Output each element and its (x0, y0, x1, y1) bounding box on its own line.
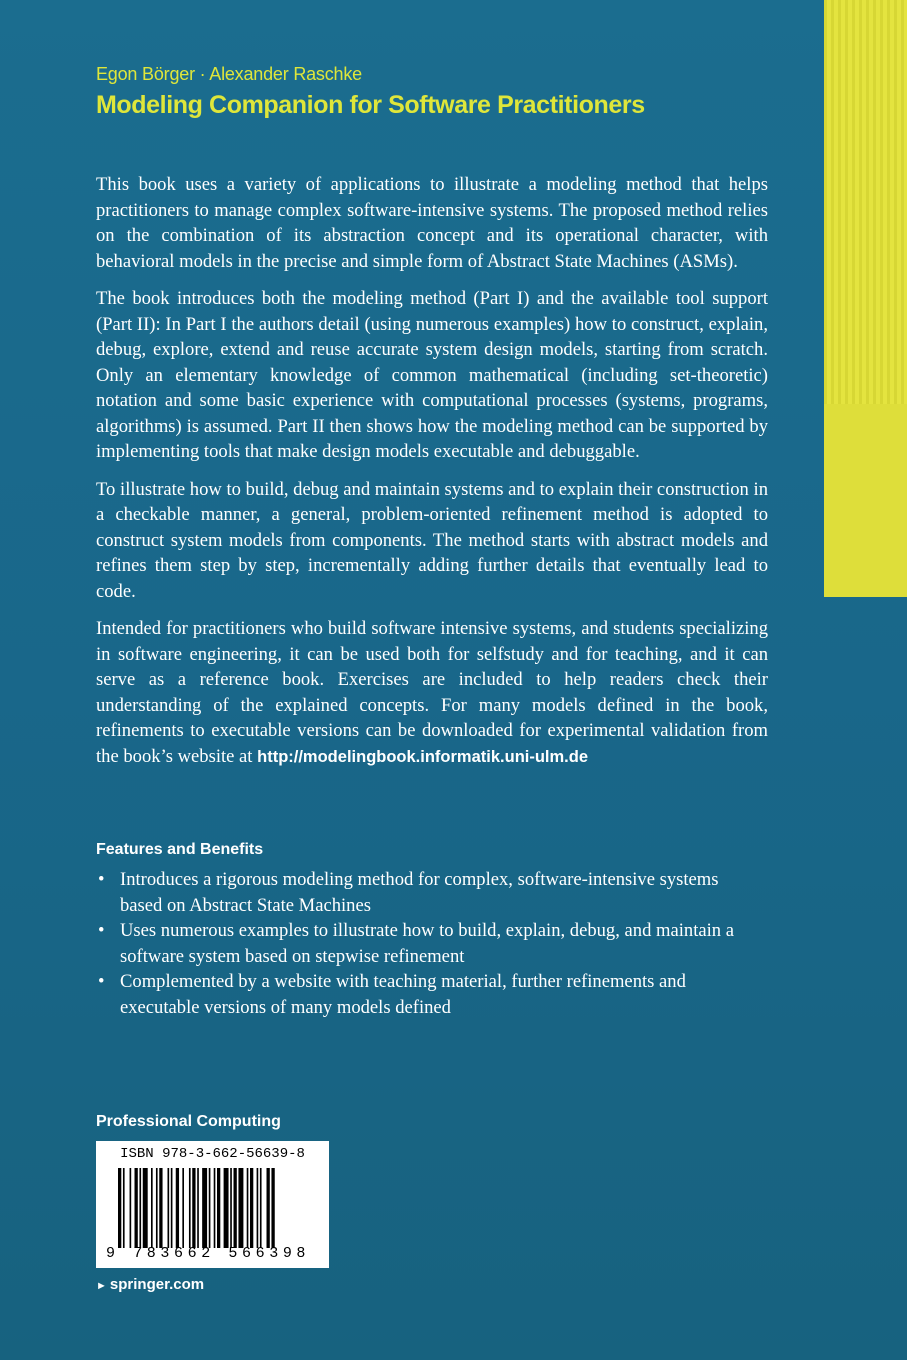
barcode-bar (130, 1168, 132, 1248)
barcode-bar (192, 1168, 195, 1248)
feature-item (96, 918, 736, 969)
bullet-icon: • (98, 971, 105, 992)
barcode-bar (271, 1168, 274, 1248)
isbn-label: ISBN 978-3-662-56639-8 (120, 1146, 305, 1162)
barcode-bar (182, 1168, 184, 1248)
barcode-bar (151, 1168, 153, 1248)
barcode-bar (168, 1168, 170, 1248)
blurb-paragraph: To illustrate how to build, debug and maintain systems and to explain their construction in a checkable manner, a general, problem-oriented refinement method is adopted to construct system models from components. The method starts with abstract models and refines them step by step, incrementally adding further details that eventually lead to code. (96, 478, 768, 602)
barcode-bars (118, 1168, 320, 1248)
barcode-bar (135, 1168, 138, 1248)
feature-text: Introduces a rigorous modeling method for complex, software-intensive systems based on Abstract State Machines (120, 869, 719, 916)
barcode-bar (214, 1168, 216, 1248)
barcode-bar (159, 1168, 162, 1248)
barcode-bar (143, 1168, 148, 1248)
blurb-last-text: Intended for practitioners who build software intensive systems, and students specializing in software engineering, it can be used both for selfstudy and for teaching, and it can serve as a reference book. Exercises are included to help readers check their understanding of the explained concepts. For many models defined in the book, refinements to executable versions can be downloaded for experimental validation from the book’s website at (96, 618, 768, 767)
barcode-bar (247, 1168, 249, 1248)
feature-item (96, 969, 736, 1020)
barcode-bar (156, 1168, 158, 1248)
website-link[interactable]: http://modelingbook.informatik.uni-ulm.de (257, 747, 589, 766)
barcode-bar (209, 1168, 211, 1248)
features-list (96, 867, 736, 1020)
isbn-barcode (96, 1141, 329, 1268)
bullet-icon: • (98, 920, 105, 941)
blurb-paragraph: The book introduces both the modeling method (Part I) and the available tool support (Part II): In Part I the authors detail (using numerous examples) how to construct, explain, debug, explore, extend and reuse accurate system design models, starting from scratch. Only an elementary knowledge of common mathematical (including set-theoretic) notation and some basic experience with computational processes (systems, programs, algorithms) is assumed. Part II then shows how the modeling method can be supported by implementing tools that make design models executable and debuggable. (96, 288, 768, 462)
barcode-digits: 9 783662 566398 (106, 1245, 311, 1262)
blurb-paragraph-last (96, 616, 768, 770)
barcode-bar (197, 1168, 199, 1248)
barcode-bar (260, 1168, 262, 1248)
barcode-bar (171, 1168, 173, 1248)
barcode-bar (202, 1168, 207, 1248)
feature-text: Complemented by a website with teaching material, further refinements and executable versions of many models defined (120, 971, 686, 1018)
accent-strip-striped (824, 0, 907, 404)
barcode-bar (217, 1168, 220, 1248)
accent-color-strip (824, 0, 907, 597)
series-name: Professional Computing (96, 1113, 281, 1130)
feature-item (96, 867, 736, 918)
barcode-bar (139, 1168, 141, 1248)
authors: Egon Börger · Alexander Raschke (96, 64, 362, 84)
barcode-bar (123, 1168, 125, 1248)
publisher-website[interactable] (96, 1276, 204, 1293)
book-title: Modeling Companion for Software Practitioners (96, 91, 645, 119)
barcode-bar (238, 1168, 243, 1248)
features-heading: Features and Benefits (96, 841, 264, 858)
barcode-bar (189, 1168, 191, 1248)
barcode-bar (118, 1168, 121, 1248)
barcode-bar (224, 1168, 229, 1248)
arrow-right-icon: ► (96, 1280, 107, 1292)
barcode-bar (234, 1168, 237, 1248)
bullet-icon: • (98, 869, 105, 890)
barcode-bar (176, 1168, 179, 1248)
accent-strip-solid (824, 404, 907, 597)
blurb-paragraph: This book uses a variety of applications to illustrate a modeling method that helps practitioners to manage complex software-intensive systems. The proposed method relies on the combination of its abstraction concept and its operational character, with behavioral models in the precise and simple form of Abstract State Machines (ASMs). (96, 174, 768, 272)
blurb (96, 172, 768, 782)
barcode-bar (230, 1168, 232, 1248)
barcode-bar (267, 1168, 270, 1248)
website-label: springer.com (109, 1276, 205, 1293)
barcode-bar (250, 1168, 253, 1248)
barcode-bar (257, 1168, 259, 1248)
feature-text: Uses numerous examples to illustrate how to build, explain, debug, and maintain a software system based on stepwise refinement (120, 920, 734, 967)
